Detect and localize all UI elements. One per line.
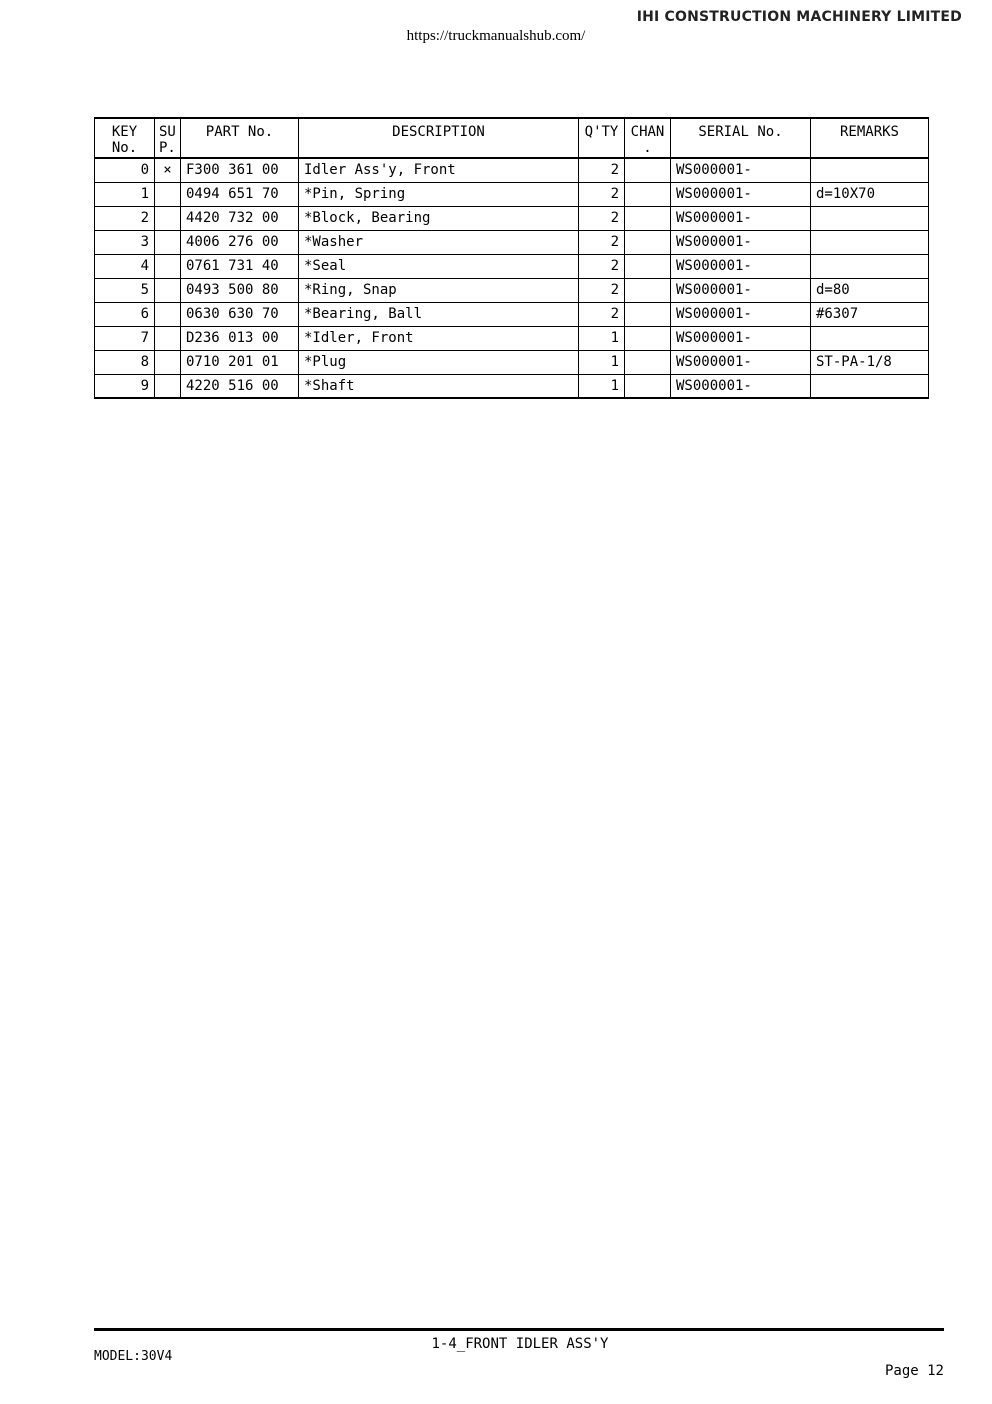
chan-cell [625, 326, 671, 350]
chan-cell [625, 206, 671, 230]
serial-no-cell: WS000001- [671, 350, 811, 374]
part-no-cell: F300 361 00 [181, 158, 299, 182]
part-no-cell: 4420 732 00 [181, 206, 299, 230]
remarks-cell [811, 158, 929, 182]
qty-cell: 1 [579, 326, 625, 350]
table-row [95, 374, 929, 398]
serial-no-cell: WS000001- [671, 326, 811, 350]
key-no-cell: 2 [95, 206, 155, 230]
key-no-cell: 7 [95, 326, 155, 350]
table-row [95, 158, 929, 182]
remarks-cell [811, 206, 929, 230]
footer-divider [94, 1328, 944, 1331]
page-number: Page 12 [884, 1363, 944, 1379]
part-no-cell: 0493 500 80 [181, 278, 299, 302]
chan-cell [625, 254, 671, 278]
serial-no-cell: WS000001- [671, 254, 811, 278]
key-no-cell: 3 [95, 230, 155, 254]
serial-no-cell: WS000001- [671, 278, 811, 302]
key-no-cell: 5 [95, 278, 155, 302]
description-cell: *Block, Bearing [299, 206, 579, 230]
table-row [95, 278, 929, 302]
remarks-cell [811, 374, 929, 398]
key-no-cell: 0 [95, 158, 155, 182]
serial-no-cell: WS000001- [671, 374, 811, 398]
remarks-cell: #6307 [811, 302, 929, 326]
part-no-cell: D236 013 00 [181, 326, 299, 350]
serial-no-cell: WS000001- [671, 230, 811, 254]
key-no-cell: 1 [95, 182, 155, 206]
description-cell: *Idler, Front [299, 326, 579, 350]
key-no-cell: 6 [95, 302, 155, 326]
table-row [95, 182, 929, 206]
qty-cell: 2 [579, 230, 625, 254]
qty-cell: 1 [579, 350, 625, 374]
key-no-cell: 4 [95, 254, 155, 278]
sup-cell [155, 326, 181, 350]
chan-cell [625, 230, 671, 254]
sup-cell [155, 206, 181, 230]
header-sup: SU P. [155, 118, 181, 158]
table-row [95, 254, 929, 278]
qty-cell: 2 [579, 278, 625, 302]
serial-no-cell: WS000001- [671, 158, 811, 182]
part-no-cell: 4220 516 00 [181, 374, 299, 398]
part-no-cell: 0710 201 01 [181, 350, 299, 374]
remarks-cell: ST-PA-1/8 [811, 350, 929, 374]
chan-cell [625, 158, 671, 182]
part-no-cell: 0761 731 40 [181, 254, 299, 278]
source-url[interactable]: https://truckmanualshub.com/ [406, 28, 586, 44]
table-row [95, 326, 929, 350]
serial-no-cell: WS000001- [671, 182, 811, 206]
remarks-cell [811, 230, 929, 254]
remarks-cell [811, 326, 929, 350]
table-row [95, 350, 929, 374]
qty-cell: 2 [579, 182, 625, 206]
description-cell: *Plug [299, 350, 579, 374]
sup-cell [155, 302, 181, 326]
description-cell: *Shaft [299, 374, 579, 398]
chan-cell [625, 182, 671, 206]
description-cell: *Pin, Spring [299, 182, 579, 206]
table-header-row [95, 118, 929, 158]
header-chan: CHAN . [625, 118, 671, 158]
parts-table [94, 117, 929, 399]
description-cell: *Ring, Snap [299, 278, 579, 302]
sup-cell [155, 182, 181, 206]
table-row [95, 302, 929, 326]
chan-cell [625, 350, 671, 374]
chan-cell [625, 302, 671, 326]
qty-cell: 2 [579, 158, 625, 182]
qty-cell: 2 [579, 254, 625, 278]
section-title: 1-4_FRONT IDLER ASS'Y [431, 1336, 609, 1352]
key-no-cell: 8 [95, 350, 155, 374]
qty-cell: 1 [579, 374, 625, 398]
remarks-cell: d=80 [811, 278, 929, 302]
remarks-cell [811, 254, 929, 278]
sup-cell: × [155, 158, 181, 182]
remarks-cell: d=10X70 [811, 182, 929, 206]
key-no-cell: 9 [95, 374, 155, 398]
sup-cell [155, 254, 181, 278]
table-row [95, 206, 929, 230]
sup-cell [155, 374, 181, 398]
header-remarks: REMARKS [811, 118, 929, 158]
part-no-cell: 0494 651 70 [181, 182, 299, 206]
description-cell: *Washer [299, 230, 579, 254]
header-serial-no: SERIAL No. [671, 118, 811, 158]
header-key-no: KEY No. [95, 118, 155, 158]
part-no-cell: 0630 630 70 [181, 302, 299, 326]
serial-no-cell: WS000001- [671, 206, 811, 230]
description-cell: Idler Ass'y, Front [299, 158, 579, 182]
sup-cell [155, 230, 181, 254]
company-name: IHI CONSTRUCTION MACHINERY LIMITED [636, 9, 962, 25]
chan-cell [625, 374, 671, 398]
description-cell: *Bearing, Ball [299, 302, 579, 326]
chan-cell [625, 278, 671, 302]
sup-cell [155, 350, 181, 374]
serial-no-cell: WS000001- [671, 302, 811, 326]
header-qty: Q'TY [579, 118, 625, 158]
description-cell: *Seal [299, 254, 579, 278]
model-label: MODEL:30V4 [94, 1349, 173, 1364]
header-part-no: PART No. [181, 118, 299, 158]
qty-cell: 2 [579, 206, 625, 230]
sup-cell [155, 278, 181, 302]
header-description: DESCRIPTION [299, 118, 579, 158]
part-no-cell: 4006 276 00 [181, 230, 299, 254]
table-row [95, 230, 929, 254]
qty-cell: 2 [579, 302, 625, 326]
